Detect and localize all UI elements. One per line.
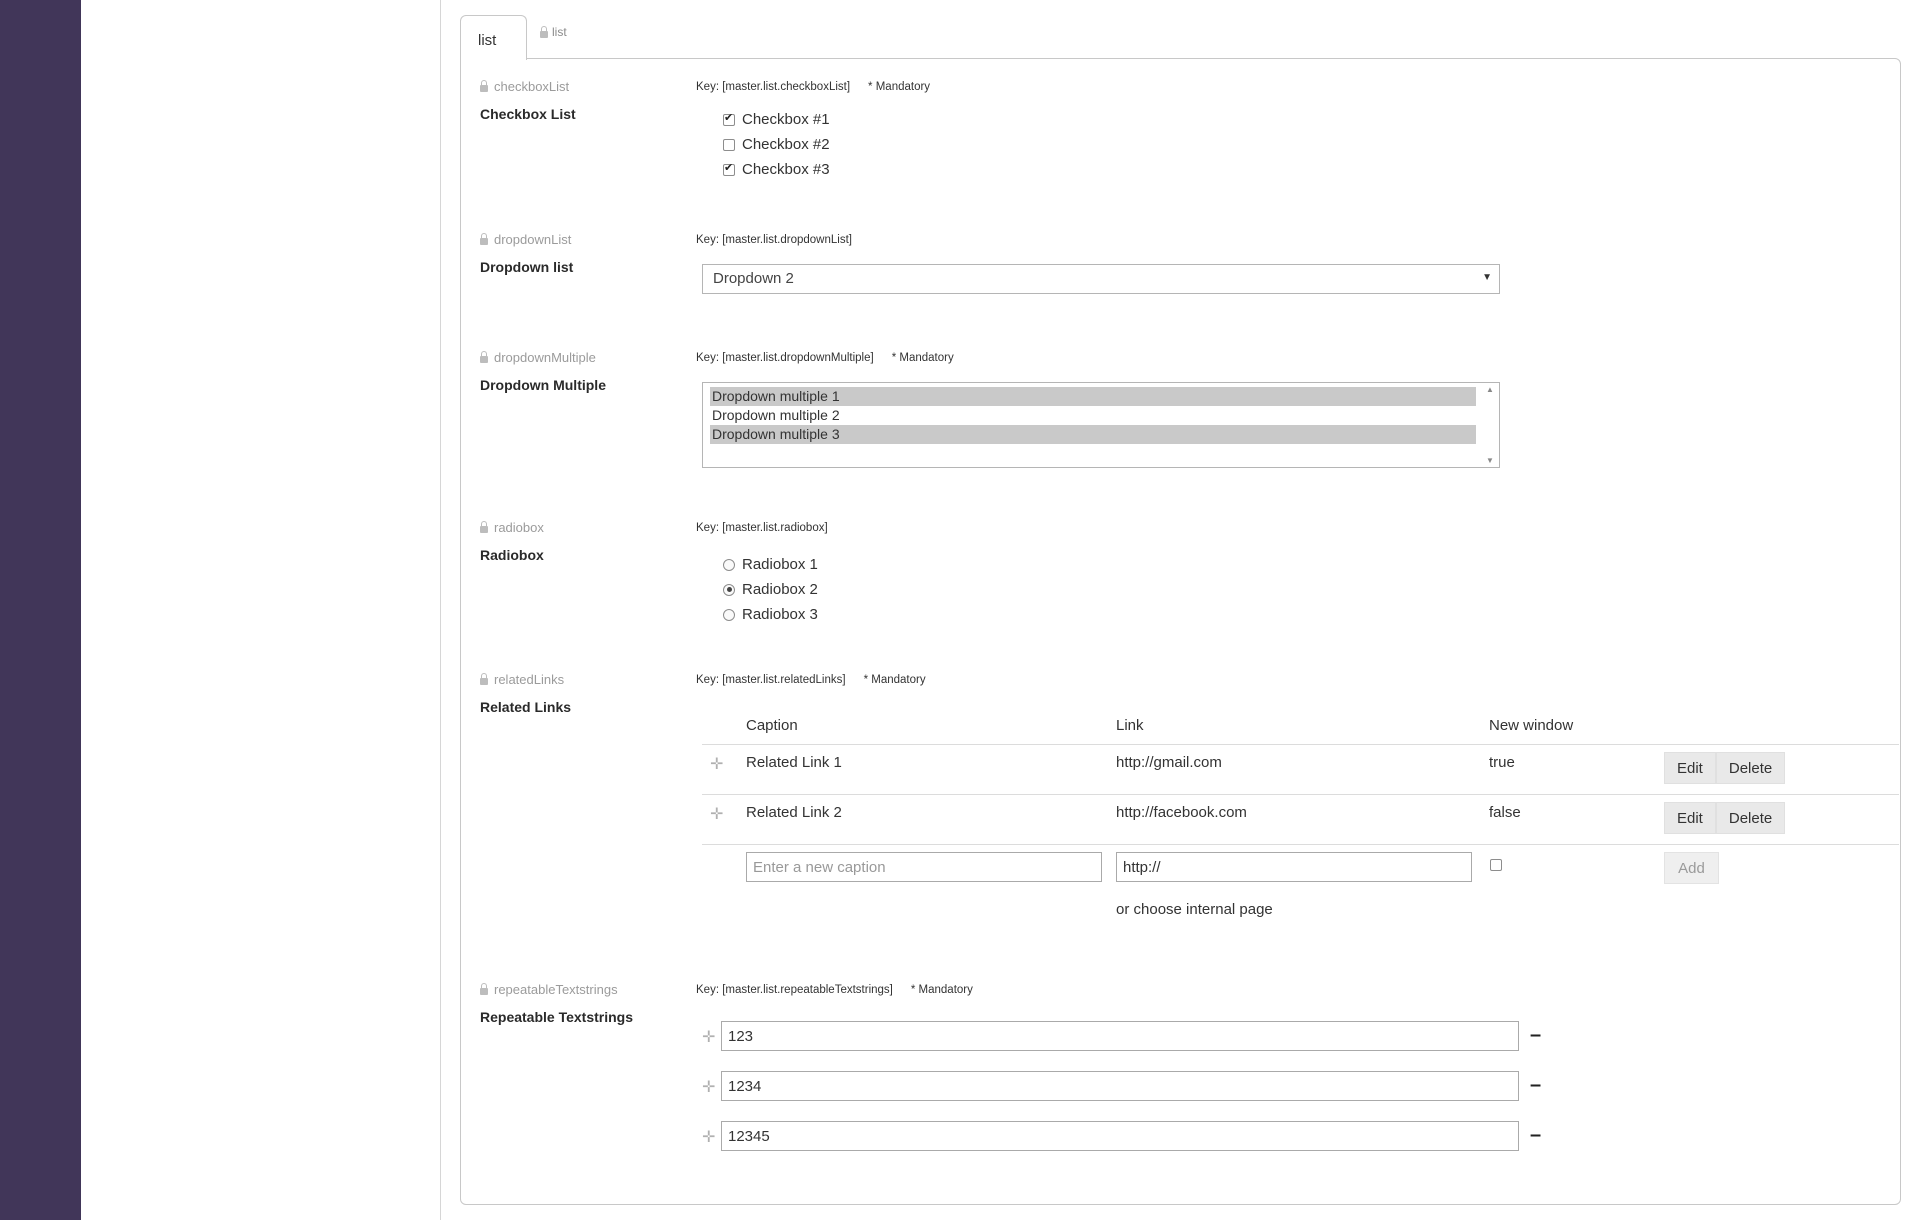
tab-list-locked[interactable] [540, 25, 567, 39]
lock-icon [540, 31, 548, 38]
new-link-input[interactable] [1116, 852, 1472, 882]
key-text: Key: [master.list.relatedLinks] [696, 674, 846, 686]
drag-handle-icon[interactable]: ✛ [702, 1029, 716, 1046]
radio-option[interactable] [723, 556, 818, 573]
dropdown-selected-value: Dropdown 2 [713, 270, 794, 287]
radio-option[interactable] [723, 606, 818, 623]
radio-unchecked[interactable] [723, 559, 735, 571]
lock-icon [480, 85, 488, 92]
property-key [696, 352, 954, 364]
link-new-window: false [1489, 804, 1521, 821]
link-caption: Related Link 2 [746, 804, 842, 821]
row-actions [1664, 752, 1785, 784]
tab-list-label: list [478, 32, 497, 49]
checkbox-checked[interactable] [723, 114, 735, 126]
checkbox-label: Checkbox #2 [742, 136, 830, 153]
app-section-rail [0, 0, 81, 1220]
property-key [696, 984, 973, 996]
radio-label: Radiobox 2 [742, 581, 818, 598]
remove-item-button[interactable]: – [1530, 1024, 1542, 1046]
alias-text: dropdownList [494, 232, 572, 247]
remove-item-button[interactable]: – [1530, 1124, 1542, 1146]
property-alias [480, 520, 544, 535]
property-key [696, 674, 926, 686]
property-alias [480, 672, 564, 687]
alias-text: radiobox [494, 520, 544, 535]
scrollbar[interactable] [1481, 383, 1499, 467]
property-label: Repeatable Textstrings [480, 1009, 634, 1025]
alias-text: relatedLinks [494, 672, 565, 687]
table-row [702, 794, 1899, 844]
multi-select[interactable] [702, 382, 1500, 468]
repeatable-item [702, 1121, 1562, 1153]
lock-icon [480, 678, 488, 685]
column-header-caption: Caption [746, 717, 798, 734]
lock-icon [480, 356, 488, 363]
alias-text: repeatableTextstrings [494, 982, 618, 997]
drag-handle-icon[interactable]: ✛ [702, 1079, 716, 1096]
drag-handle-icon[interactable]: ✛ [710, 756, 724, 773]
mandatory-text: * Mandatory [891, 352, 954, 364]
tab-panel-list [460, 58, 1901, 1205]
radio-label: Radiobox 1 [742, 556, 818, 573]
property-alias [480, 232, 571, 247]
mandatory-text: * Mandatory [910, 984, 973, 996]
radio-label: Radiobox 3 [742, 606, 818, 623]
column-header-new-window: New window [1489, 717, 1574, 734]
mandatory-text: * Mandatory [863, 674, 926, 686]
caret-down-icon: ▼ [1482, 272, 1492, 283]
edit-button[interactable]: Edit [1664, 802, 1716, 834]
radio-checked[interactable] [723, 584, 735, 596]
property-alias [480, 79, 569, 94]
multi-select-option[interactable]: Dropdown multiple 1 [710, 387, 1476, 406]
checkbox-option[interactable] [723, 161, 830, 178]
property-label: Related Links [480, 699, 572, 715]
key-text: Key: [master.list.repeatableTextstrings] [696, 984, 893, 996]
property-label: Dropdown list [480, 259, 574, 275]
column-header-link: Link [1116, 717, 1144, 734]
property-label: Dropdown Multiple [480, 377, 606, 393]
scroll-up-icon[interactable]: ▲ [1486, 385, 1494, 394]
scroll-down-icon[interactable]: ▼ [1486, 456, 1494, 465]
property-label: Radiobox [480, 547, 544, 563]
table-row [702, 744, 1899, 794]
tab-list[interactable] [460, 15, 527, 60]
alias-text: checkboxList [494, 79, 570, 94]
link-url: http://facebook.com [1116, 804, 1247, 821]
content-editor [441, 0, 1920, 1220]
checkbox-option[interactable] [723, 111, 830, 128]
delete-button[interactable]: Delete [1716, 752, 1785, 784]
radio-unchecked[interactable] [723, 609, 735, 621]
lock-icon [480, 988, 488, 995]
mandatory-text: * Mandatory [868, 81, 931, 93]
multi-select-option[interactable]: Dropdown multiple 2 [712, 407, 840, 423]
multi-select-option[interactable]: Dropdown multiple 3 [710, 425, 1476, 444]
checkbox-unchecked[interactable] [723, 139, 735, 151]
drag-handle-icon[interactable]: ✛ [702, 1129, 716, 1146]
alias-text: dropdownMultiple [494, 350, 596, 365]
textstring-input[interactable] [721, 1121, 1519, 1151]
property-key: Key: [master.list.radiobox] [696, 522, 828, 534]
radio-option[interactable] [723, 581, 818, 598]
link-caption: Related Link 1 [746, 754, 842, 771]
delete-button[interactable]: Delete [1716, 802, 1785, 834]
property-label: Checkbox List [480, 106, 576, 122]
textstring-input[interactable] [721, 1071, 1519, 1101]
lock-icon [480, 526, 488, 533]
property-key [696, 81, 930, 93]
repeatable-item [702, 1071, 1562, 1103]
remove-item-button[interactable]: – [1530, 1074, 1542, 1096]
content-tree-panel [81, 0, 441, 1220]
dropdown-select[interactable] [702, 264, 1500, 294]
checkbox-checked[interactable] [723, 164, 735, 176]
key-text: Key: [master.list.checkboxList] [696, 81, 851, 93]
lock-icon [480, 238, 488, 245]
key-text: Key: [master.list.dropdownMultiple] [696, 352, 874, 364]
drag-handle-icon[interactable]: ✛ [710, 806, 724, 823]
repeatable-item [702, 1021, 1562, 1053]
new-window-checkbox[interactable] [1490, 859, 1502, 871]
add-button[interactable]: Add [1664, 852, 1719, 884]
row-actions [1664, 802, 1785, 834]
new-caption-input[interactable] [746, 852, 1102, 882]
textstring-input[interactable] [721, 1021, 1519, 1051]
choose-internal-page-link[interactable]: or choose internal page [1116, 901, 1273, 918]
link-url: http://gmail.com [1116, 754, 1222, 771]
property-alias [480, 350, 596, 365]
edit-button[interactable]: Edit [1664, 752, 1716, 784]
property-key: Key: [master.list.dropdownList] [696, 234, 852, 246]
property-alias [480, 982, 618, 997]
link-new-window: true [1489, 754, 1515, 771]
checkbox-label: Checkbox #1 [742, 111, 830, 128]
checkbox-option[interactable] [723, 136, 830, 153]
new-link-row [702, 844, 1899, 934]
checkbox-label: Checkbox #3 [742, 161, 830, 178]
tab-locked-label: list [552, 25, 567, 39]
